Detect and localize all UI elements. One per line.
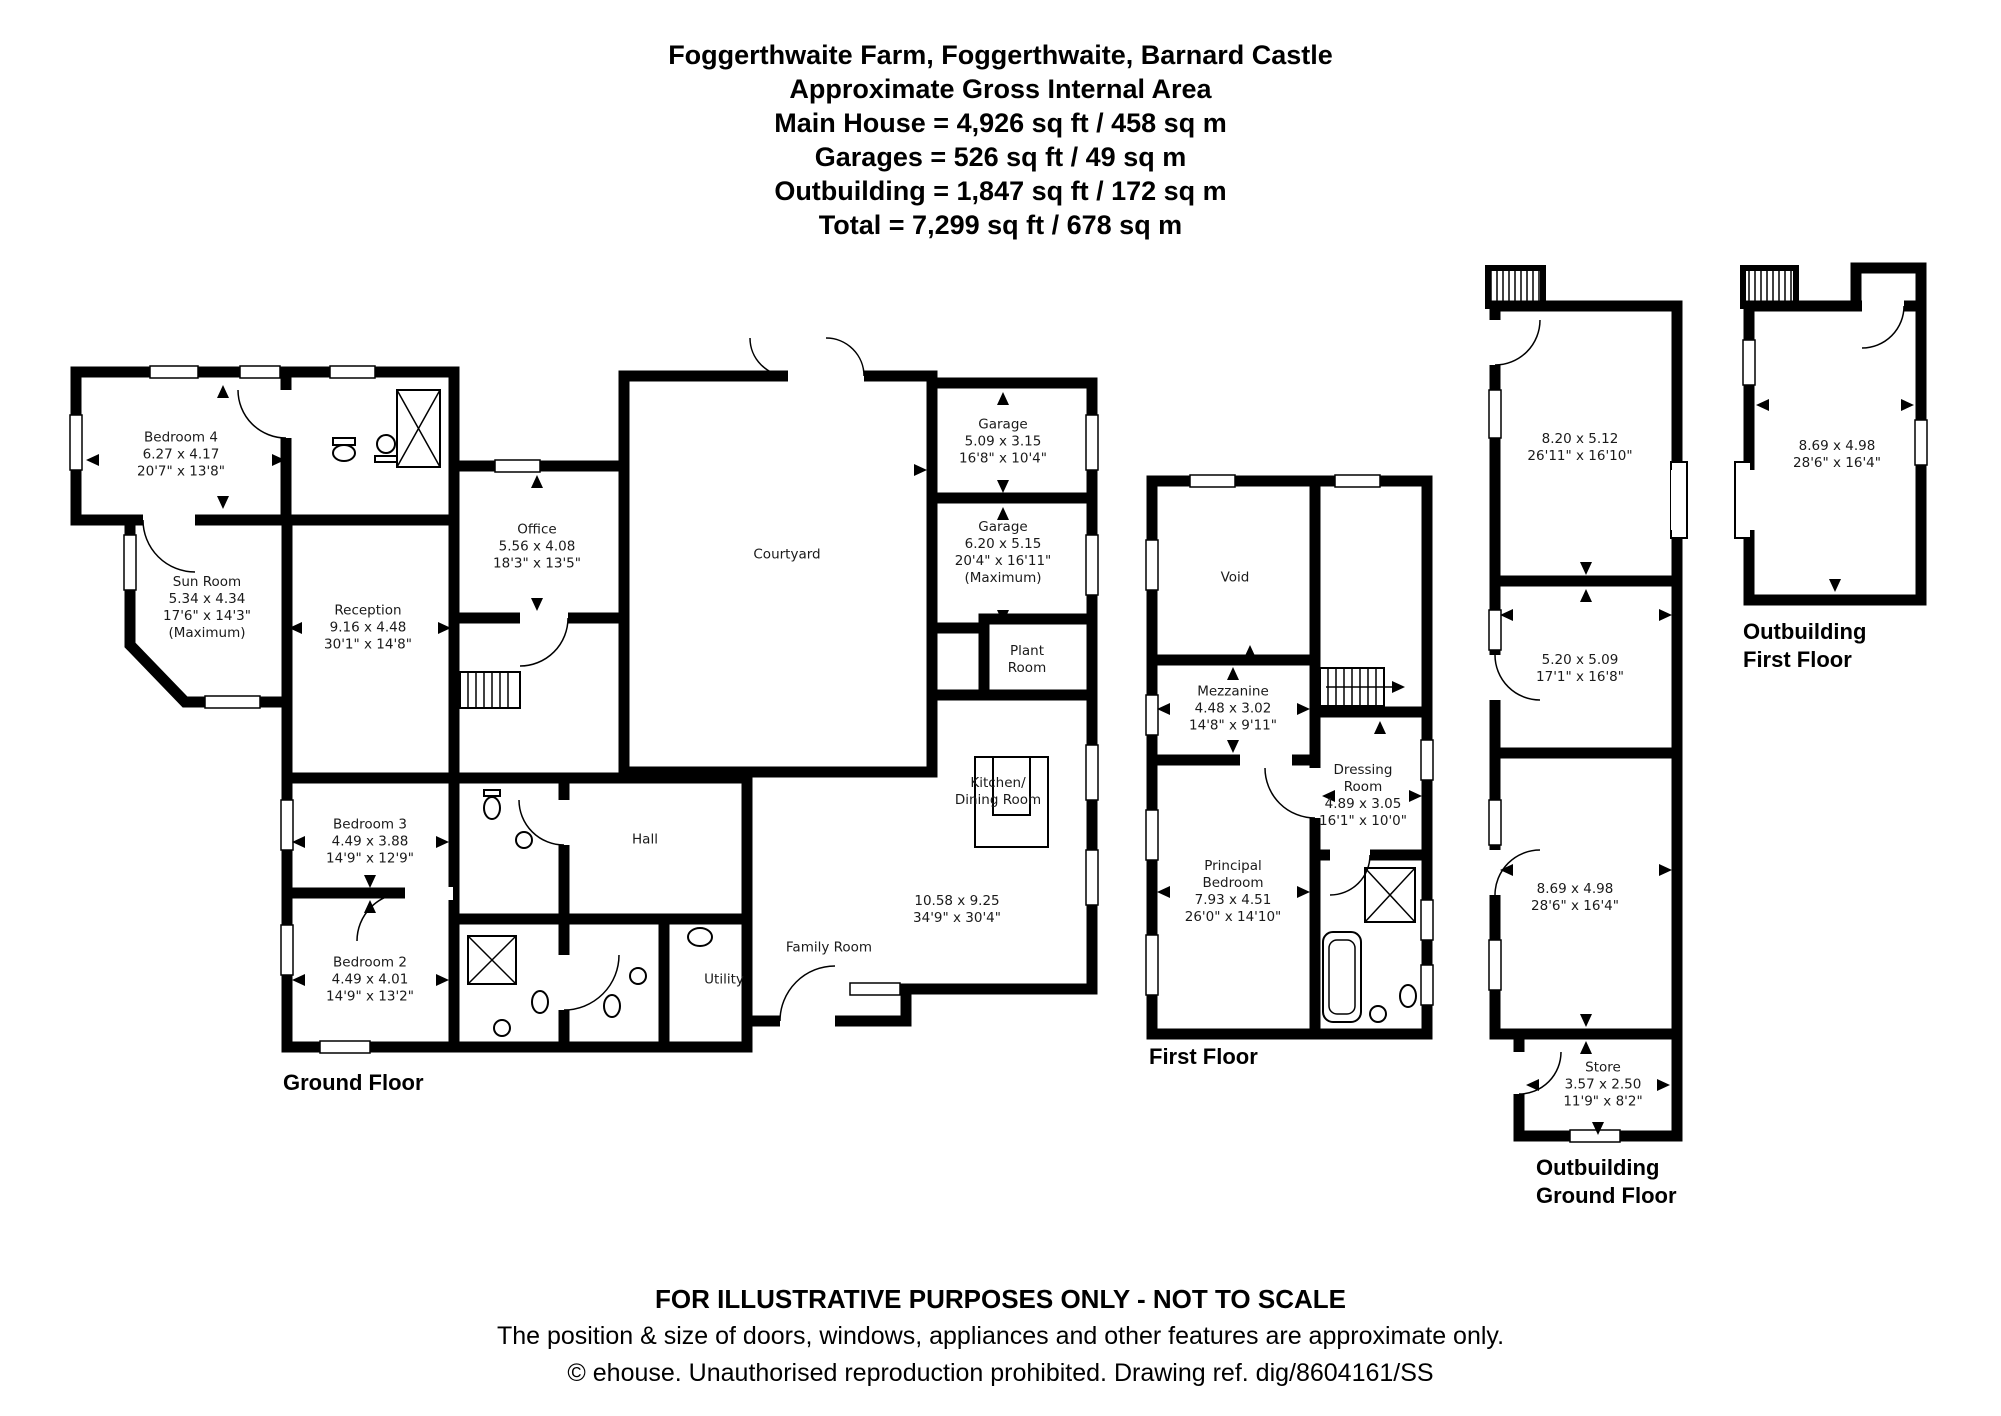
- room-name: Room: [1007, 660, 1047, 676]
- room-dims-metric: 7.93 x 4.51: [1194, 892, 1272, 908]
- floor-label-text: Outbuilding: [1743, 619, 1867, 644]
- room-name: Dining Room: [954, 792, 1042, 808]
- room-dims-imperial: 16'8" x 10'4": [959, 450, 1047, 467]
- room-label-store: [1563, 1060, 1642, 1111]
- floor-label-outbuilding-ground: [1536, 1154, 1677, 1210]
- room-dims-imperial: 20'7" x 13'8": [137, 463, 225, 480]
- floor-label-ground: [283, 1069, 424, 1097]
- title-line: Approximate Gross Internal Area: [789, 74, 1212, 104]
- footer-copyright: © ehouse. Unauthorised reproduction prohibited. Drawing ref. dig/8604161/SS: [567, 1359, 1434, 1387]
- room-label-outbuilding-room3: [1531, 881, 1619, 915]
- floor-label-text: First Floor: [1743, 647, 1852, 672]
- room-dims-metric: 4.48 x 3.02: [1194, 700, 1272, 717]
- room-dims-imperial: 17'6" x 14'3": [163, 608, 251, 624]
- floor-label-text: Ground Floor: [283, 1070, 424, 1095]
- title-line: Total = 7,299 sq ft / 678 sq m: [818, 210, 1183, 240]
- room-label-garage1: [959, 417, 1047, 468]
- room-dims-imperial: 14'9" x 13'2": [326, 988, 414, 1005]
- room-name: Office: [517, 521, 557, 538]
- floor-label-first: [1149, 1043, 1258, 1071]
- room-dims-metric: 4.49 x 4.01: [331, 971, 409, 988]
- first-floor-plan: [1146, 475, 1433, 1034]
- footer-disclaimer: FOR ILLUSTRATIVE PURPOSES ONLY - NOT TO SCALE: [655, 1284, 1346, 1314]
- room-dims-imperial: 28'6" x 16'4": [1531, 898, 1619, 914]
- room-dims-imperial: 28'6" x 16'4": [1793, 455, 1881, 471]
- room-label-reception: [324, 603, 412, 654]
- title-line: Outbuilding = 1,847 sq ft / 172 sq m: [774, 176, 1227, 206]
- floor-label-outbuilding-first: [1743, 618, 1866, 674]
- room-name: Reception: [334, 602, 402, 619]
- room-label-hall: [632, 832, 658, 849]
- room-name: Courtyard: [753, 546, 821, 563]
- room-name: Garage: [978, 416, 1028, 433]
- room-dims-metric: 5.09 x 3.15: [964, 433, 1042, 450]
- floor-label-text: Ground Floor: [1536, 1183, 1677, 1208]
- room-dims-imperial: 16'1" x 10'0": [1319, 813, 1407, 829]
- room-dims-metric: 3.57 x 2.50: [1564, 1076, 1642, 1093]
- room-label-principal-bedroom: [1185, 858, 1282, 926]
- room-note: (Maximum): [964, 570, 1042, 586]
- room-dims-imperial: 20'4" x 16'11": [954, 553, 1052, 569]
- room-dims-metric: 8.69 x 4.98: [1536, 881, 1614, 897]
- room-label-outbuilding-room2: [1536, 652, 1624, 686]
- floor-label-text: Outbuilding: [1536, 1155, 1660, 1180]
- room-label-dressing-room: [1319, 762, 1407, 830]
- outbuilding-ground-plan: [1488, 268, 1687, 1142]
- room-dims-metric: 5.20 x 5.09: [1541, 652, 1619, 668]
- title-line: Main House = 4,926 sq ft / 458 sq m: [774, 108, 1227, 138]
- room-dims-metric: 4.49 x 3.88: [331, 833, 409, 850]
- room-label-kitchen-dining: [955, 775, 1041, 809]
- room-dims-metric: 6.27 x 4.17: [142, 446, 220, 463]
- room-label-outbuilding-room1: [1527, 431, 1632, 465]
- room-dims-imperial: 26'0" x 14'10": [1184, 909, 1282, 925]
- room-note: (Maximum): [168, 625, 246, 641]
- room-label-mezzanine: [1189, 684, 1277, 735]
- room-name: Void: [1220, 569, 1250, 586]
- room-name: Hall: [632, 831, 658, 848]
- room-dims-imperial: 30'1" x 14'8": [324, 636, 412, 653]
- room-label-office: [493, 522, 581, 573]
- room-dims-imperial: 14'8" x 9'11": [1189, 717, 1277, 734]
- chimney-icon: [1743, 268, 1796, 306]
- room-label-open-plan-dims: [913, 893, 1001, 927]
- room-name: Bedroom 2: [333, 954, 407, 971]
- room-label-utility: [704, 972, 744, 989]
- room-label-bedroom2: [326, 955, 414, 1006]
- room-name: Plant: [1009, 643, 1045, 659]
- room-dims-imperial: 26'11" x 16'10": [1527, 448, 1633, 464]
- title-line: Foggerthwaite Farm, Foggerthwaite, Barnard Castle: [668, 40, 1333, 70]
- outbuilding-first-plan: [1735, 268, 1927, 600]
- room-name: Garage: [978, 519, 1028, 535]
- room-dims-imperial: 11'9" x 8'2": [1563, 1093, 1643, 1110]
- room-name: Sun Room: [172, 574, 242, 590]
- title-line: Garages = 526 sq ft / 49 sq m: [814, 142, 1187, 172]
- room-label-sun-room: [163, 574, 251, 642]
- room-label-bedroom3: [326, 817, 414, 868]
- room-dims-metric: 5.34 x 4.34: [168, 591, 246, 607]
- room-name: Store: [1585, 1059, 1621, 1076]
- footer-block: [0, 1281, 2001, 1392]
- room-name: Principal: [1204, 858, 1262, 874]
- room-dims-imperial: 17'1" x 16'8": [1536, 669, 1624, 685]
- room-dims-metric: 10.58 x 9.25: [914, 893, 1000, 909]
- room-dims-metric: 8.20 x 5.12: [1541, 431, 1619, 447]
- room-dims-metric: 4.89 x 3.05: [1324, 796, 1402, 812]
- room-name: Mezzanine: [1197, 683, 1269, 700]
- room-name: Bedroom 4: [144, 429, 218, 446]
- room-label-garage2: [955, 519, 1052, 587]
- chimney-icon: [1488, 268, 1543, 306]
- floor-label-text: First Floor: [1149, 1044, 1258, 1069]
- footer-note: The position & size of doors, windows, appliances and other features are approximate only.: [496, 1322, 1505, 1350]
- room-label-bedroom4: [137, 430, 225, 481]
- room-dims-imperial: 14'9" x 12'9": [326, 850, 414, 867]
- room-name: Kitchen/: [970, 775, 1026, 791]
- room-name: Room: [1343, 779, 1383, 795]
- room-dims-imperial: 34'9" x 30'4": [913, 910, 1001, 926]
- room-name: Bedroom: [1202, 875, 1264, 891]
- room-label-family-room: [786, 940, 872, 957]
- room-name: Bedroom 3: [333, 816, 407, 833]
- room-dims-metric: 8.69 x 4.98: [1798, 438, 1876, 454]
- room-name: Utility: [704, 971, 744, 988]
- room-dims-imperial: 18'3" x 13'5": [493, 555, 581, 572]
- room-name: Dressing: [1333, 762, 1393, 778]
- room-label-outbuilding-first-room: [1793, 438, 1881, 472]
- room-dims-metric: 6.20 x 5.15: [964, 536, 1042, 552]
- room-dims-metric: 5.56 x 4.08: [498, 538, 576, 555]
- room-name: Family Room: [785, 939, 873, 956]
- room-label-plant-room: [1008, 643, 1046, 677]
- room-dims-metric: 9.16 x 4.48: [329, 619, 407, 636]
- room-label-courtyard: [753, 547, 820, 564]
- room-label-void: [1221, 570, 1250, 587]
